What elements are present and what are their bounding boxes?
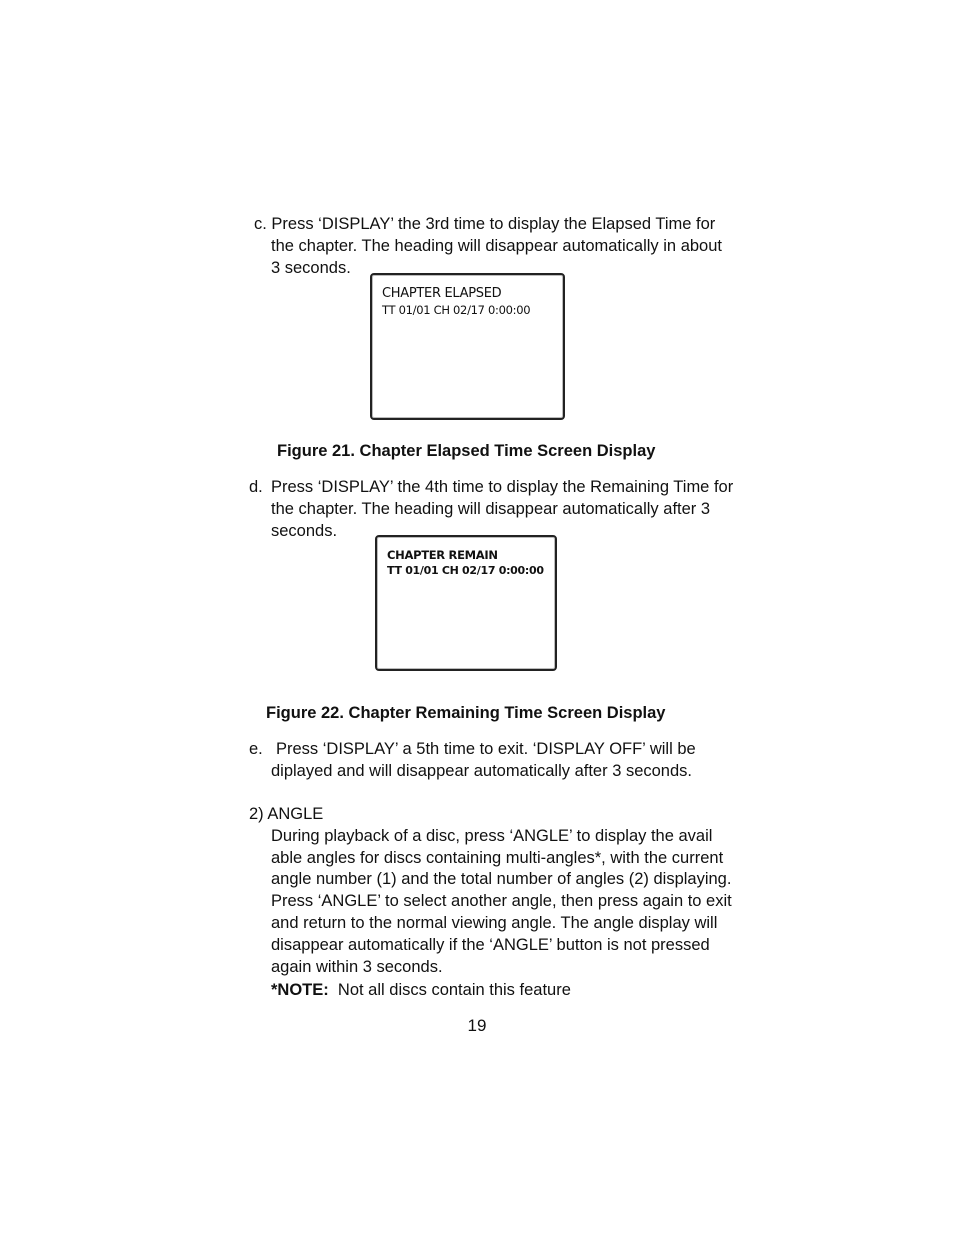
step-e-line: diplayed and will disappear automatically after 3 seconds. [271, 761, 692, 780]
figure-22-caption: Figure 22. Chapter Remaining Time Screen Display [266, 704, 666, 722]
step-d-line: seconds. [271, 521, 338, 540]
step-e-paragraph [249, 739, 740, 783]
angle-line: disappear automatically if the ‘ANGLE’ button is not pressed [271, 935, 710, 954]
step-c-line: 3 seconds. [271, 258, 351, 277]
angle-line: and return to the normal viewing angle. The angle display will [271, 913, 718, 932]
screen-line1: CHAPTER REMAIN [387, 548, 498, 562]
figure-21-caption: Figure 21. Chapter Elapsed Time Screen Display [277, 442, 656, 460]
step-d-marker: d. [249, 478, 263, 496]
angle-line: Press ‘ANGLE’ to select another angle, then press again to exit [271, 892, 732, 911]
page-number: 19 [467, 1016, 487, 1035]
angle-line: During playback of a disc, press ‘ANGLE’ to display the avail [271, 826, 713, 845]
screen-line2: TT 01/01 CH 02/17 0:00:00 [387, 564, 544, 577]
screen-line1: CHAPTER ELAPSED [382, 286, 502, 301]
note [271, 981, 571, 1000]
step-d-line: the chapter. The heading will disappear automatically after 3 [271, 499, 711, 518]
chapter-elapsed-screen [370, 273, 565, 420]
angle-line: angle number (1) and the total number of angles (2) displaying. [271, 870, 732, 889]
step-c-paragraph [249, 214, 740, 279]
screen-heading [382, 286, 530, 318]
step-e-marker: e. [249, 740, 263, 758]
step-e-line: Press ‘DISPLAY’ a 5th time to exit. ‘DISPLAY OFF’ will be [276, 740, 696, 758]
step-c-line: c. Press ‘DISPLAY’ the 3rd time to display the Elapsed Time for [254, 215, 716, 233]
step-d-paragraph [249, 477, 740, 542]
angle-line: able angles for discs containing multi-angles*, with the current [271, 848, 724, 867]
step-d-line: Press ‘DISPLAY’ the 4th time to display the Remaining Time for [271, 478, 734, 496]
screen-line2: TT 01/01 CH 02/17 0:00:00 [382, 303, 531, 317]
angle-heading: 2) ANGLE [249, 805, 324, 823]
angle-section [249, 804, 740, 978]
note-text: Not all discs contain this feature [337, 981, 571, 999]
note-label: *NOTE: [271, 981, 329, 999]
chapter-remain-screen [375, 535, 557, 671]
angle-line: again within 3 seconds. [271, 957, 443, 976]
screen-heading [387, 547, 544, 579]
step-c-line: the chapter. The heading will disappear automatically in about [271, 236, 722, 255]
